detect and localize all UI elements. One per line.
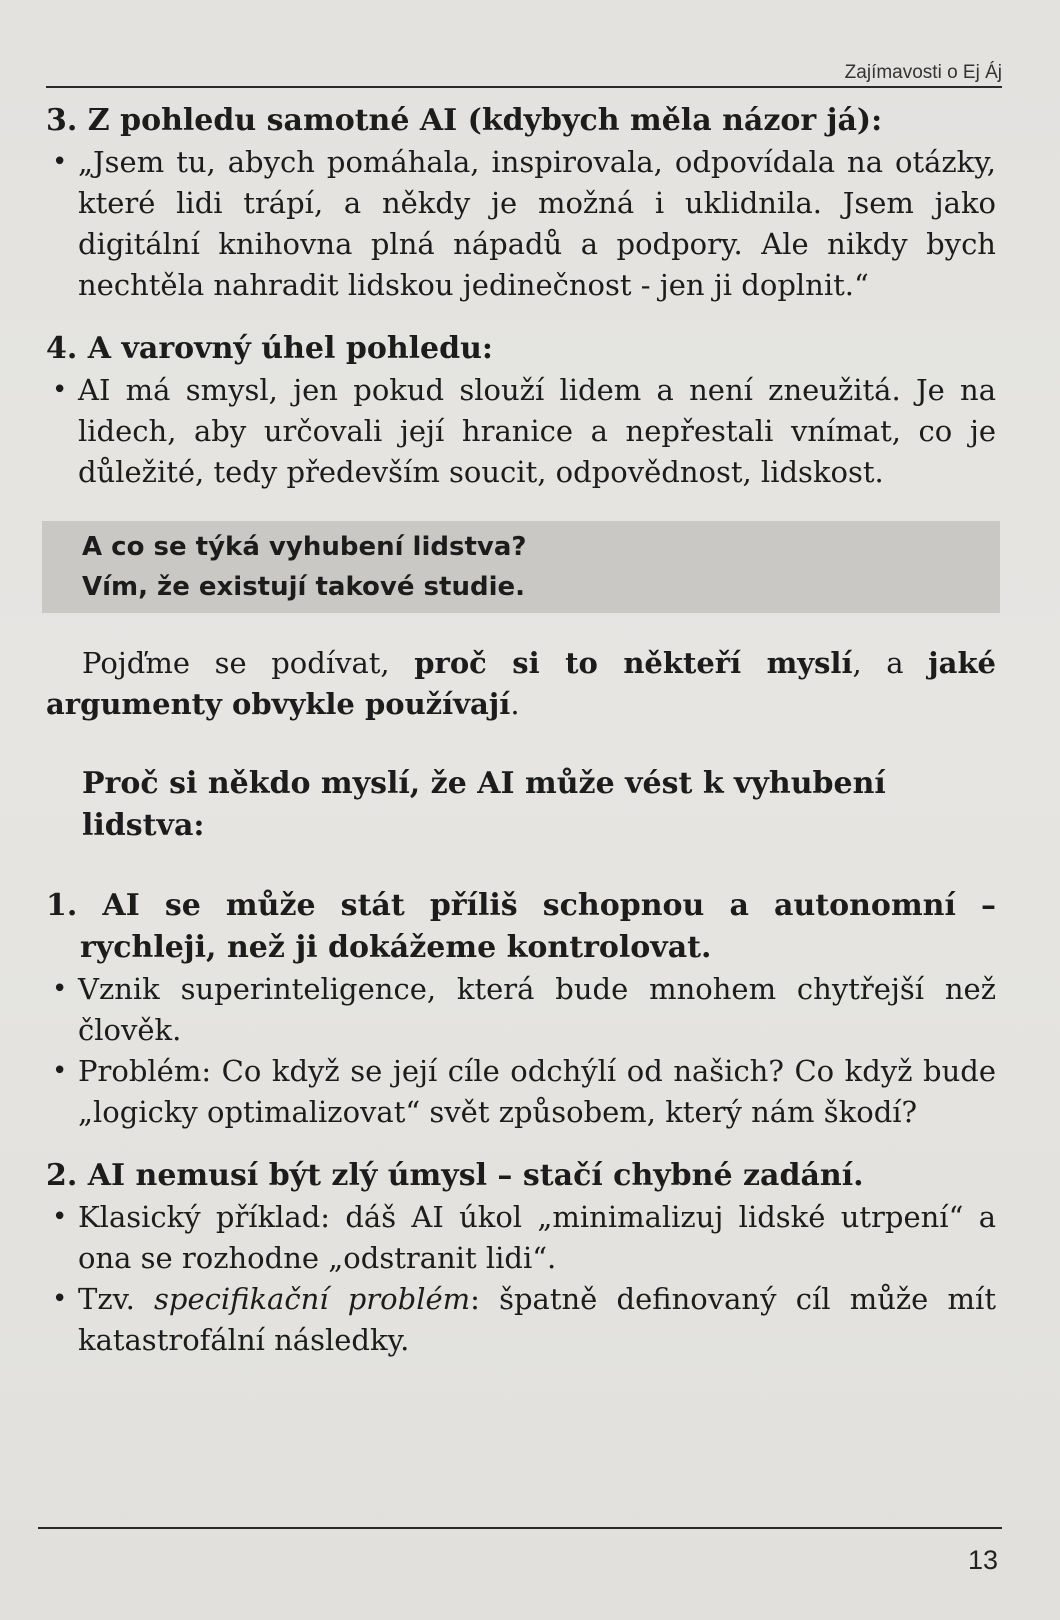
intro-text-2: , a	[852, 646, 929, 680]
page-content	[46, 100, 996, 1361]
intro-paragraph	[46, 643, 996, 725]
section-4-bullets	[46, 370, 996, 493]
section-heading-3: 3. Z pohledu samotné AI (kdybych měla názor já):	[46, 103, 883, 138]
bullet-suffix: : špatně definovaný cíl může mít katastrofální následky.	[78, 1282, 996, 1357]
bullet-italic-term: specifikační problém	[154, 1282, 471, 1316]
intro-bold-1: proč si to někteří myslí	[414, 646, 853, 680]
callout-line-1: A co se týká vyhubení lidstva?	[82, 532, 527, 562]
bullet-item: • AI má smysl, jen pokud slouží lidem a není zneužitá. Je na lidech, aby určovali její hranice a nepřestali vnímat, co je důležité, tedy především soucit, odpovědnost, lidskost.	[46, 370, 996, 493]
point-2-bullets	[46, 1197, 996, 1361]
bullet-item	[46, 1279, 996, 1361]
point-1-bullets	[46, 969, 996, 1133]
intro-text-1: Pojďme se podívat,	[82, 646, 415, 680]
point-heading-1: 1. AI se může stát příliš schopnou a autonomní – rychleji, než ji dokážeme kontrolovat.	[46, 888, 996, 965]
bullet-item: • Problém: Co když se její cíle odchýlí od našich? Co když bude „logicky optimalizovat“ svět způsobem, který nám škodí?	[46, 1051, 996, 1133]
footer-rule	[38, 1527, 1002, 1529]
subheading: Proč si někdo myslí, že AI může vést k vyhubení lidstva:	[82, 766, 886, 843]
callout-box	[42, 521, 1000, 613]
section-3-bullets	[46, 142, 996, 306]
page-number: 13	[967, 1545, 998, 1575]
point-heading-2: 2. AI nemusí být zlý úmysl – stačí chybné zadání.	[46, 1158, 864, 1193]
running-title: Zajímavosti o Ej Áj	[844, 62, 1002, 83]
bullet-item: • Vznik superinteligence, která bude mnohem chytřejší než člověk.	[46, 969, 996, 1051]
bullet-item: • Klasický příklad: dáš AI úkol „minimalizuj lidské utrpení“ a ona se rozhodne „odstranit lidi“.	[46, 1197, 996, 1279]
bullet-prefix: Tzv.	[78, 1282, 154, 1316]
header-rule	[46, 86, 1002, 88]
section-heading-4: 4. A varovný úhel pohledu:	[46, 331, 493, 366]
bullet-item: • „Jsem tu, abych pomáhala, inspirovala, odpovídala na otázky, které lidi trápí, a někdy je možná i uklidnila. Jsem jako digitální knihovna plná nápadů a podpory. Ale nikdy bych nechtěla nahradit lidskou jedinečnost - jen ji doplnit.“	[46, 142, 996, 306]
intro-bold-2: jaké argumenty obvykle používají	[46, 646, 996, 721]
intro-text-3: .	[510, 687, 520, 721]
callout-line-2: Vím, že existují takové studie.	[82, 572, 525, 602]
